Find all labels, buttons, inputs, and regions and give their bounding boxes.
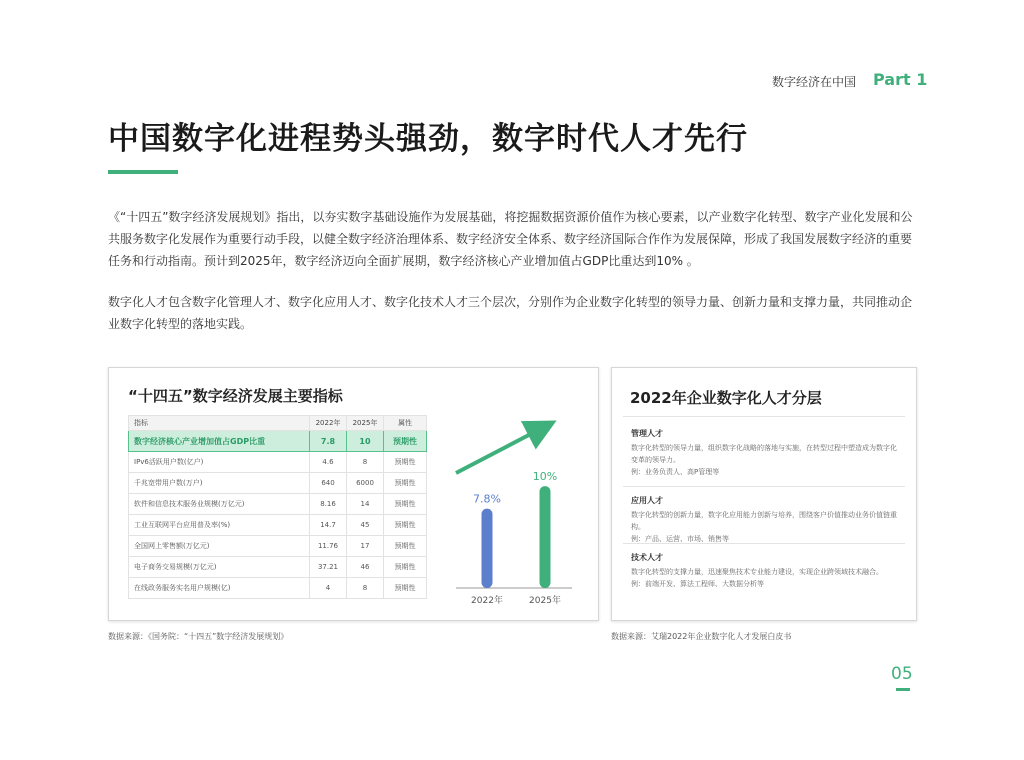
table-row (129, 452, 427, 473)
page-title: 中国数字化进程势头强劲，数字时代人才先行 (108, 121, 748, 157)
table-cell: 8 (347, 578, 384, 599)
tier-example: 例：业务负责人、高P管理等 (631, 468, 720, 476)
table-cell: 45 (347, 515, 384, 536)
table-cell: 全国网上零售额(万亿元) (129, 536, 310, 557)
table-cell: 37.21 (310, 557, 347, 578)
table-cell: 46 (347, 557, 384, 578)
tier-description: 数字化转型的支撑力量，迅速聚焦技术专业能力建设，实现企业跨领域技术融合。 (631, 568, 883, 576)
chart-tick-label: 2025年 (529, 596, 561, 606)
gdp-share-bar-chart (444, 408, 584, 613)
part-label: Part 1 (873, 70, 928, 89)
table-cell: 预期性 (384, 431, 427, 452)
tier-application (631, 495, 901, 545)
table-header-cell: 属性 (384, 416, 427, 431)
divider (623, 543, 905, 544)
table-cell: 软件和信息技术服务业规模(万亿元) (129, 494, 310, 515)
table-header-row (129, 416, 427, 431)
table-cell: 在线政务服务实名用户规模(亿) (129, 578, 310, 599)
tier-example: 例：产品、运营、市场、销售等 (631, 535, 729, 543)
table-cell: 工业互联网平台应用普及率(%) (129, 515, 310, 536)
divider (623, 416, 905, 417)
table-header-cell: 2025年 (347, 416, 384, 431)
table-row (129, 557, 427, 578)
tier-name: 管理人才 (631, 429, 663, 438)
table-cell: 11.76 (310, 536, 347, 557)
table-cell: 640 (310, 473, 347, 494)
table-cell: 14.7 (310, 515, 347, 536)
talent-tiers-card-title: 2022年企业数字化人才分层 (630, 389, 822, 407)
chart-tick-label: 2022年 (471, 596, 503, 606)
table-row (129, 536, 427, 557)
tier-name: 技术人才 (631, 553, 663, 562)
intro-paragraph: 《“十四五”数字经济发展规划》指出，以夯实数字基础设施作为发展基础，将挖掘数据资源价值作为核心要素，以产业数字化转型、数字产业化发展和公共服务数字化发展作为重要行动手段，以健全数字经济治理体系、数字经济安全体系、数字经济国际合作作为发展保障，形成了我国发展数字经济的重要任务和行动指南。预计到2025年，数字经济迈向全面扩展期，数字经济核心产业增加值占GDP比重达到10% 。 (108, 210, 913, 268)
indicators-card-title: “十四五”数字经济发展主要指标 (128, 387, 343, 405)
table-cell: 7.8 (310, 431, 347, 452)
table-row (129, 494, 427, 515)
indicators-table (128, 415, 427, 599)
tier-technical (631, 552, 901, 590)
chart-data-label: 10% (532, 470, 558, 484)
chart-data-label: 7.8% (473, 492, 501, 506)
table-cell: 预期性 (384, 557, 427, 578)
divider (623, 486, 905, 487)
table-cell: 预期性 (384, 452, 427, 473)
table-cell: 预期性 (384, 536, 427, 557)
table-cell: 预期性 (384, 473, 427, 494)
page-number-underline (896, 688, 910, 691)
page-number: 05 (891, 664, 913, 684)
talent-tiers-card (611, 367, 917, 621)
table-cell: 6000 (347, 473, 384, 494)
tier-example: 例：前端开发、算法工程师、大数据分析等 (631, 580, 764, 588)
title-underline (108, 170, 178, 174)
table-cell: 17 (347, 536, 384, 557)
source-right: 数据来源：艾瑞2022年企业数字化人才发展白皮书 (611, 632, 792, 641)
tier-management (631, 428, 901, 478)
table-cell: 14 (347, 494, 384, 515)
table-row (129, 515, 427, 536)
table-row-highlight (129, 431, 427, 452)
growth-arrow (456, 426, 546, 473)
source-left: 数据来源：《国务院：“十四五”数字经济发展规划》 (108, 632, 289, 641)
table-cell: 10 (347, 431, 384, 452)
table-cell: 8 (347, 452, 384, 473)
tier-description: 数字化转型的创新力量，数字化应用能力创新与培养，围绕客户价值推动业务价值链重构。 (631, 511, 897, 531)
table-cell: 4 (310, 578, 347, 599)
table-cell: 预期性 (384, 494, 427, 515)
table-cell: IPv6活跃用户数(亿户) (129, 452, 310, 473)
chart-bar-2022年 (482, 509, 493, 588)
tier-name: 应用人才 (631, 496, 663, 505)
table-header-cell: 指标 (129, 416, 310, 431)
table-header-cell: 2022年 (310, 416, 347, 431)
table-cell: 4.6 (310, 452, 347, 473)
table-row (129, 578, 427, 599)
table-cell: 千兆宽带用户数(万户) (129, 473, 310, 494)
tier-description: 数字化转型的领导力量，组织数字化战略的落地与实施，在转型过程中塑造成为数字化变革的领导力。 (631, 444, 897, 464)
talent-paragraph: 数字化人才包含数字化管理人才、数字化应用人才、数字化技术人才三个层次，分别作为企业数字化转型的领导力量、创新力量和支撑力量，共同推动企业数字化转型的落地实践。 (108, 295, 913, 331)
chart-bar-2025年 (540, 486, 551, 588)
indicators-card (108, 367, 599, 621)
table-cell: 电子商务交易规模(万亿元) (129, 557, 310, 578)
table-cell: 数字经济核心产业增加值占GDP比重 (129, 431, 310, 452)
table-cell: 8.16 (310, 494, 347, 515)
table-row (129, 473, 427, 494)
table-cell: 预期性 (384, 578, 427, 599)
table-cell: 预期性 (384, 515, 427, 536)
section-label: 数字经济在中国 (772, 75, 857, 89)
